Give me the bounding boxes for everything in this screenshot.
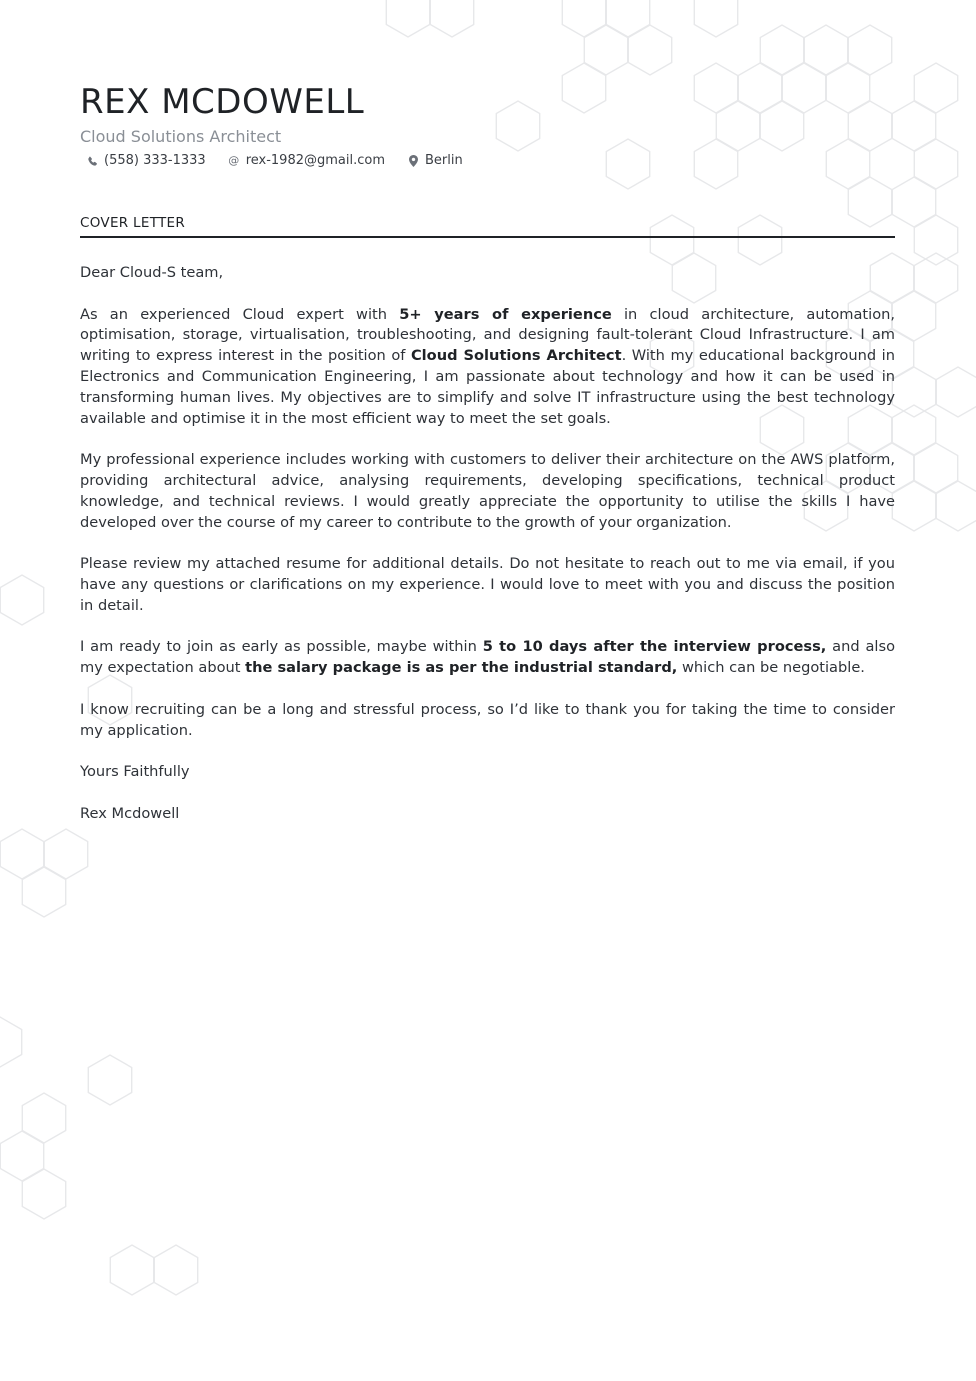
letter-paragraph-1 (80, 305, 895, 430)
decorative-hexagon (0, 1017, 22, 1067)
section-title-cover-letter: COVER LETTER (80, 214, 895, 238)
decorative-hexagon (386, 0, 429, 37)
p4-text-d: which can be negotiable. (677, 659, 865, 677)
decorative-hexagon (606, 0, 649, 37)
email-address: rex-1982@gmail.com (245, 153, 385, 168)
decorative-hexagon (606, 139, 649, 189)
letter-paragraph-4 (80, 637, 895, 679)
p4-bold-join-time: 5 to 10 days after the interview process, (482, 638, 827, 656)
p1-text-c: in cloud architecture, automation, optimisation, storage, virtualisation, troubleshooting, and designing fault-tolerant Cloud Infrastructure. I am writing to express interest in the position of (80, 305, 896, 365)
decorative-hexagon (496, 101, 539, 151)
letter-paragraph-5: I know recruiting can be a long and stressful process, so I’d like to thank you for taking the time to consider my application. (80, 700, 895, 739)
location-text: Berlin (425, 153, 463, 168)
p1-text-d: . With my educational background in Electronics and Communication Engineering, I am passionate about technology and how it can be used in transforming human lives. My objectives are to simplify and solve IT infrastructure using the best technology available and optimise it in the most efficient way to meet the set goals. (80, 347, 895, 427)
map-pin-icon (407, 155, 419, 167)
decorative-hexagon (88, 1055, 131, 1105)
p4-text-c: and also my expectation about (80, 638, 896, 677)
letter-signature: Rex Mcdowell (80, 804, 180, 822)
decorative-hexagon (0, 575, 43, 625)
applicant-job-title: Cloud Solutions Architect (80, 127, 282, 146)
p1-bold-position: Cloud Solutions Architect (410, 347, 622, 365)
decorative-hexagon (110, 1245, 153, 1295)
contact-info (86, 152, 485, 170)
at-icon: @ (228, 154, 240, 167)
applicant-name: REX MCDOWELL (80, 82, 365, 122)
p4-text-a: I am ready to join as early as possible, maybe within (80, 638, 483, 656)
decorative-hexagon (936, 481, 976, 531)
letter-closing: Yours Faithfully (80, 763, 190, 781)
p1-text-a: As an experienced Cloud expert with (80, 305, 400, 323)
phone-icon (86, 155, 98, 167)
letter-paragraph-2: My professional experience includes working with customers to deliver their architecture on the AWS platform, providing architectural advice, analysing requirements, developing specifications, technical product knowledge, and technical reviews. I would greatly appreciate the opportunity to utilise the skills I have developed over the course of my career to contribute to the growth of your organization. (80, 451, 895, 531)
decorative-hexagon (430, 0, 473, 37)
letter-greeting: Dear Cloud-S team, (80, 264, 224, 281)
phone-number: (558) 333-1333 (104, 153, 206, 168)
decorative-hexagon (154, 1245, 197, 1295)
p4-bold-salary: the salary package is as per the industrial standard, (245, 659, 678, 677)
letter-paragraph-3: Please review my attached resume for additional details. Do not hesitate to reach out to me via email, if you have any questions or clarifications on my experience. I would love to meet with you and discuss the position in detail. (80, 555, 895, 614)
contact-location (407, 152, 463, 170)
decorative-hexagon (936, 367, 976, 417)
p1-bold-experience: 5+ years of experience (399, 305, 612, 323)
decorative-hexagon (694, 0, 737, 37)
contact-phone[interactable] (86, 152, 206, 170)
decorative-hexagon (562, 0, 605, 37)
contact-email[interactable] (228, 152, 385, 170)
letter-body (80, 263, 895, 845)
